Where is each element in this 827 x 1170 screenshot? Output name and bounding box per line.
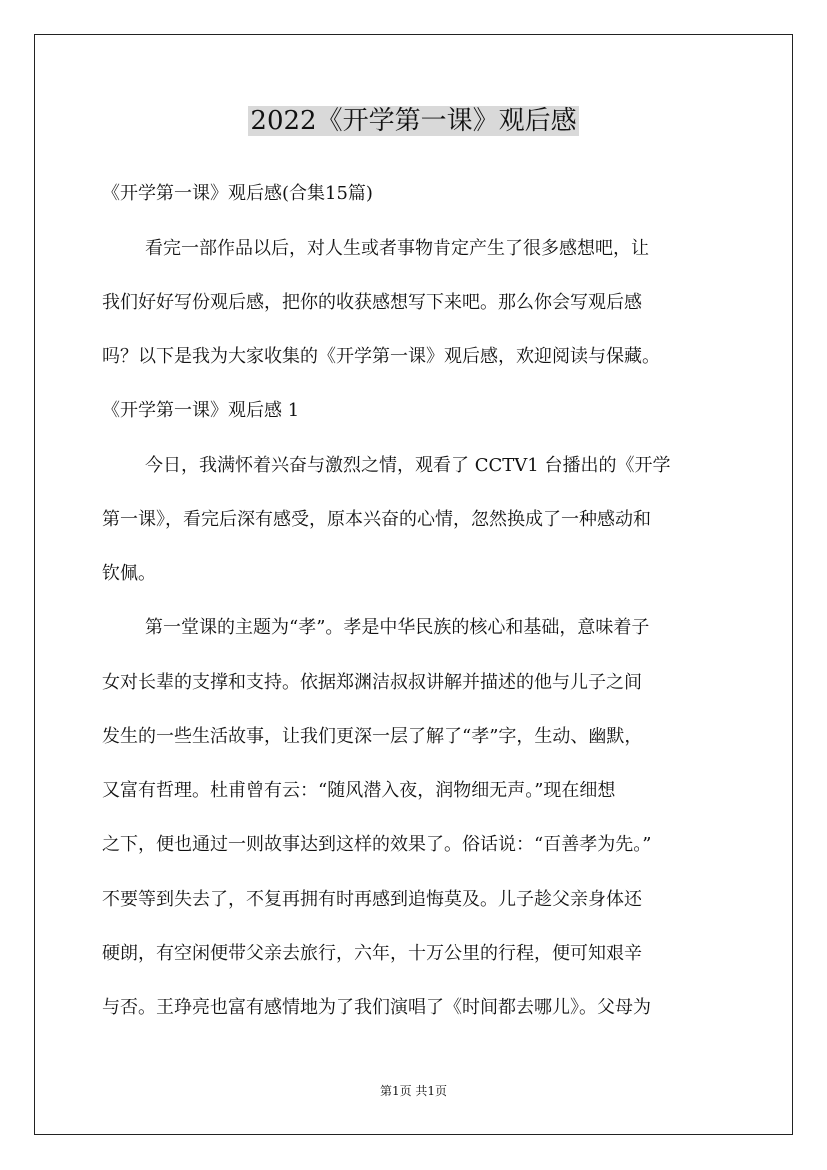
paragraph-line: 之下，便也通过一则故事达到这样的效果了。俗话说：“百善孝为先。” [102, 834, 652, 855]
document-subtitle: 《开学第一课》观后感(合集15篇) [102, 183, 373, 204]
paragraph-line: 我们好好写份观后感，把你的收获感想写下来吧。那么你会写观后感 [102, 292, 642, 313]
section-heading: 《开学第一课》观后感 1 [102, 400, 300, 421]
paragraph-line: 吗？以下是我为大家收集的《开学第一课》观后感，欢迎阅读与保藏。 [102, 346, 660, 367]
paragraph-line: 又富有哲理。杜甫曾有云：“随风潜入夜，润物细无声。”现在细想 [102, 780, 616, 801]
document-title [0, 102, 827, 140]
paragraph-line: 不要等到失去了，不复再拥有时再感到追悔莫及。儿子趁父亲身体还 [102, 889, 642, 910]
paragraph-line: 钦佩。 [102, 563, 156, 584]
paragraph-line: 第一堂课的主题为“孝”。孝是中华民族的核心和基础，意味着子 [145, 617, 650, 638]
paragraph-line: 女对长辈的支撑和支持。依据郑渊洁叔叔讲解并描述的他与儿子之间 [102, 672, 642, 693]
paragraph-line: 与否。王琤亮也富有感情地为了我们演唱了《时间都去哪儿》。父母为 [102, 997, 651, 1018]
paragraph-line: 第一课》，看完后深有感受，原本兴奋的心情，忽然换成了一种感动和 [102, 509, 651, 530]
page-footer: 第1页 共1页 [379, 1084, 448, 1098]
paragraph-line: 发生的一些生活故事，让我们更深一层了解了“孝”字，生动、幽默， [102, 726, 643, 747]
paragraph-line: 今日，我满怀着兴奋与激烈之情，观看了 CCTV1 台播出的《开学 [145, 455, 671, 476]
document-title-text: 2022《开学第一课》观后感 [250, 106, 577, 136]
paragraph-line: 看完一部作品以后，对人生或者事物肯定产生了很多感想吧，让 [145, 238, 649, 259]
paragraph-line: 硬朗，有空闲便带父亲去旅行，六年，十万公里的行程，便可知艰辛 [102, 943, 642, 964]
